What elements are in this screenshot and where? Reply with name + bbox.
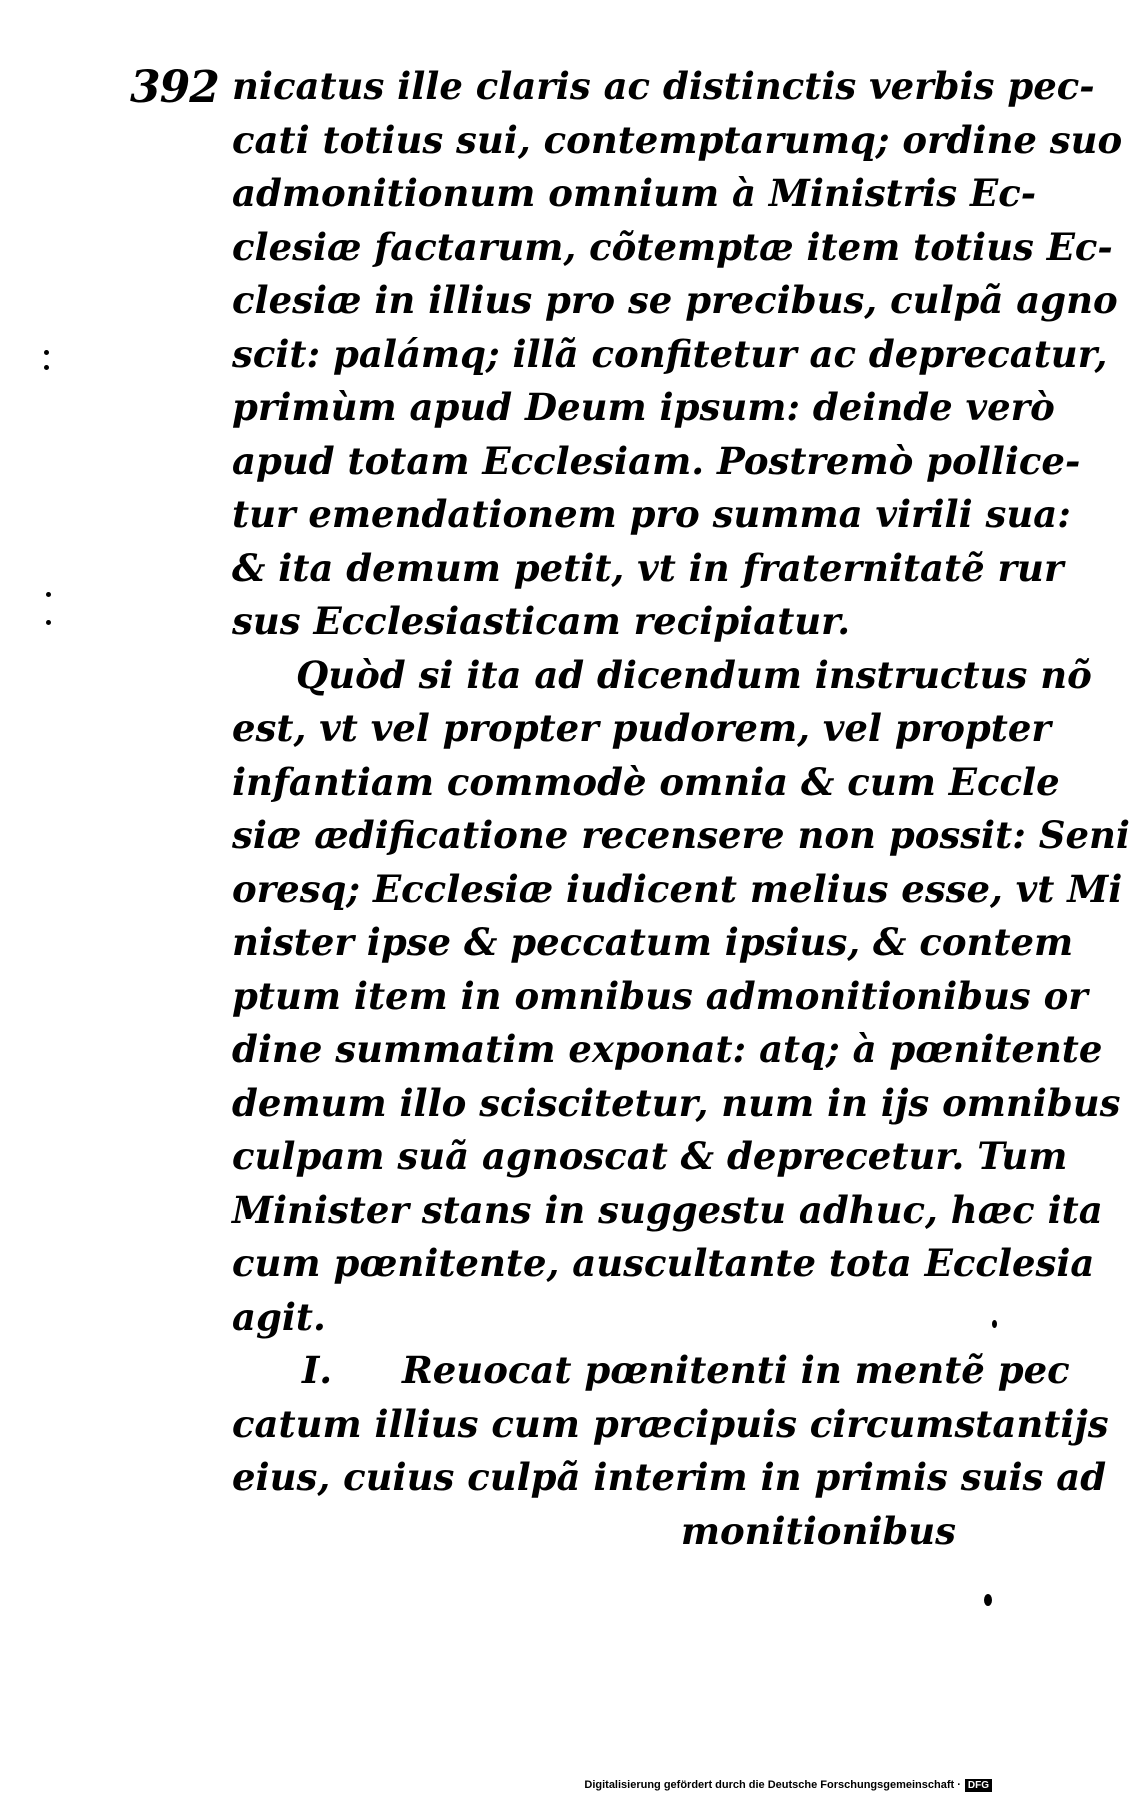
margin-speck xyxy=(44,365,49,370)
text-line: Minister stans in suggestu adhuc, hæc ita xyxy=(232,1187,1103,1232)
margin-speck xyxy=(46,620,51,625)
text-line: apud totam Ecclesiam. Postremò pollice- xyxy=(232,438,1081,483)
dfg-logo: DFG xyxy=(965,1779,992,1792)
item-first-line xyxy=(232,1344,1070,1398)
text-line: cati totius sui, contemptarumq; ordine suo xyxy=(232,117,1123,162)
margin-speck xyxy=(44,350,49,355)
page-number: 392 xyxy=(130,62,219,113)
text-line: infantiam commodè omnia & cum Eccle xyxy=(232,759,1060,804)
text-line: admonitionum omnium à Ministris Ec- xyxy=(232,171,1037,215)
margin-speck xyxy=(992,1320,997,1328)
digitization-footer xyxy=(584,1779,992,1792)
text-line: culpam suã agnoscat & deprecetur. Tum xyxy=(232,1134,1068,1178)
text-line: nicatus ille claris ac distinctis verbis pec- xyxy=(232,64,1095,108)
text-line: catum illius cum præcipuis circumstantijs xyxy=(232,1401,1109,1446)
text-line: clesiæ in illius pro se precibus, culpã agno xyxy=(232,278,1118,322)
text-line: ptum item in omnibus admonitionibus or xyxy=(232,973,1088,1018)
text-line: oresq; Ecclesiæ iudicent melius esse, vt Mi xyxy=(232,866,1123,911)
text-line: eius, cuius culpã interim in primis suis ad xyxy=(232,1455,1107,1499)
margin-speck xyxy=(984,1594,992,1606)
text-line: & ita demum petit, vt in fraternitatẽ rur xyxy=(232,545,1064,590)
catchword: monitionibus xyxy=(680,1508,956,1553)
footer-text: Digitalisierung gefördert durch die Deutsche Forschungsgemeinschaft · xyxy=(584,1779,961,1791)
text-line: clesiæ factarum, cõtemptæ item totius Ec- xyxy=(232,224,1113,269)
item-number: I. xyxy=(302,1348,333,1392)
text-line: tur emendationem pro summa virili sua: xyxy=(232,492,1071,536)
text-line: scit: palámq; illã confitetur ac deprecatur, xyxy=(232,331,1108,376)
text-block xyxy=(232,60,1130,1558)
text-line: est, vt vel propter pudorem, vel propter xyxy=(232,706,1051,750)
text-line: siæ ædificatione recensere non possit: Seni xyxy=(232,813,1130,857)
text-line: primùm apud Deum ipsum: deinde verò xyxy=(232,385,1055,429)
margin-speck xyxy=(46,592,51,597)
paragraph-first-line: Quòd si ita ad dicendum instructus nõ xyxy=(296,652,1092,697)
text-line: cum pœnitente, auscultante tota Ecclesia xyxy=(232,1241,1095,1285)
text-line: dine summatim exponat: atq; à pœnitente xyxy=(232,1027,1103,1071)
item-text: Reuocat pœnitenti in mentẽ pec xyxy=(402,1348,1070,1392)
text-line: sus Ecclesiasticam recipiatur. xyxy=(232,599,851,643)
text-line: nister ipse & peccatum ipsius, & contem xyxy=(232,920,1074,964)
text-line: demum illo sciscitetur, num in ijs omnibus xyxy=(232,1080,1121,1125)
text-line: agit. xyxy=(232,1294,326,1339)
